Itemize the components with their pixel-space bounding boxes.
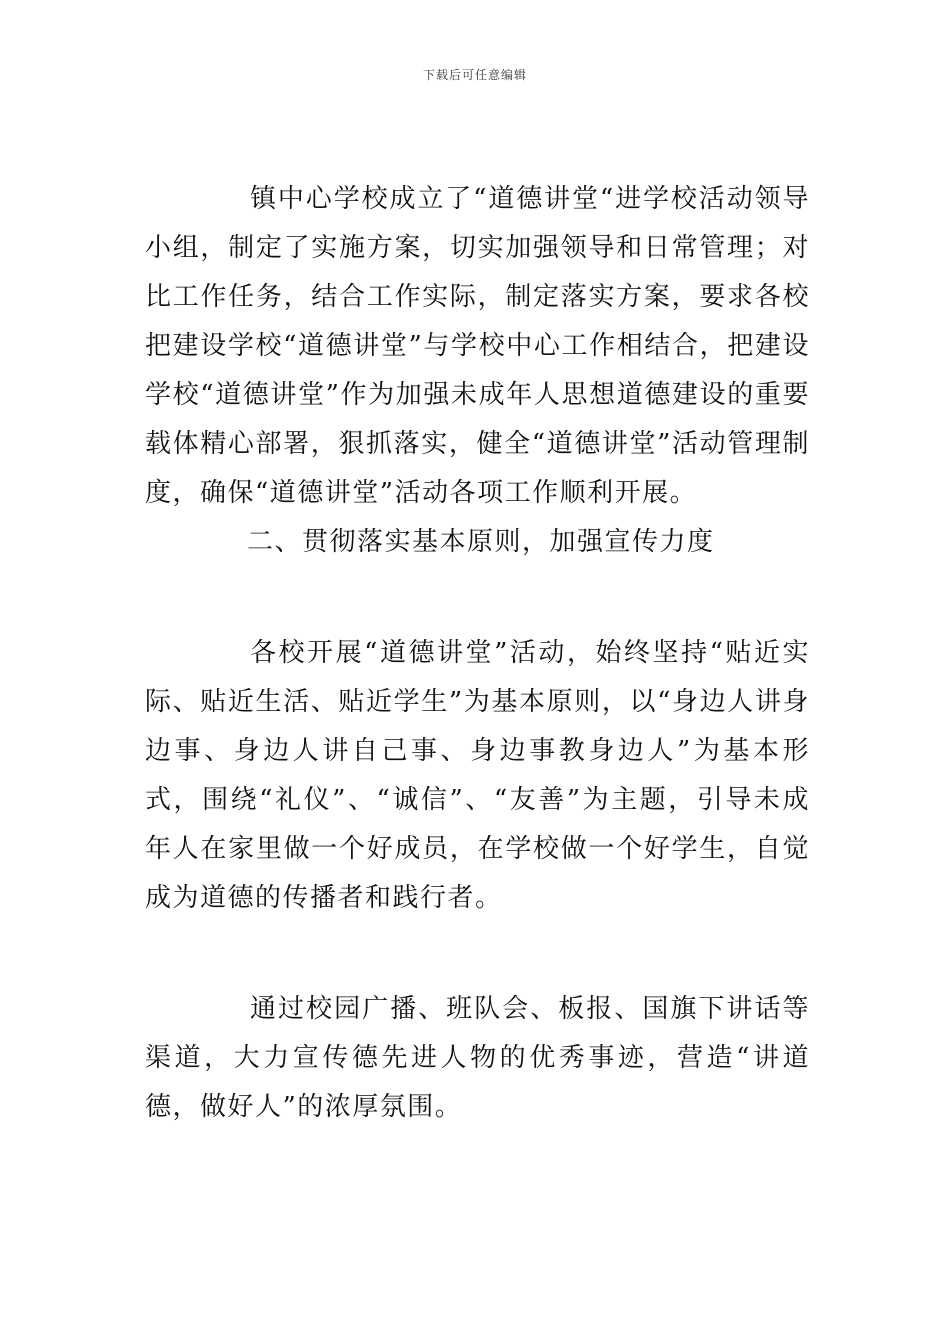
paragraph-leadership: 镇中心学校成立了“道德讲堂“进学校活动领导小组，制定了实施方案，切实加强领导和日常管理；对比工作任务，结合工作实际，制定落实方案，要求各校把建设学校“道德讲堂”与学校中心工作相结合，把建设学校“道德讲堂”作为加强未成年人思想道德建设的重要载体精心部署，狠抓落实，健全“道德讲堂”活动管理制度，确保“道德讲堂”活动各项工作顺利开展。 bbox=[145, 184, 810, 508]
paragraph-principles: 各校开展“道德讲堂”活动，始终坚持“贴近实际、贴近生活、贴近学生”为基本原则，以“身边人讲身边事、身边人讲自己事、身边事教身边人”为基本形式，围绕“礼仪”、“诚信”、“友善”为主题，引导未成年人在家里做一个好成员，在学校做一个好学生，自觉成为道德的传播者和践行者。 bbox=[145, 638, 810, 913]
document-body bbox=[145, 175, 810, 1132]
page-header: 下载后可任意编辑 bbox=[422, 68, 527, 82]
paragraph-publicity: 通过校园广播、班队会、板报、国旗下讲话等渠道，大力宣传德先进人物的优秀事迹，营造“讲道德，做好人”的浓厚氛围。 bbox=[145, 994, 810, 1122]
section-heading-principles: 二、贯彻落实基本原则，加强宣传力度 bbox=[247, 527, 715, 557]
